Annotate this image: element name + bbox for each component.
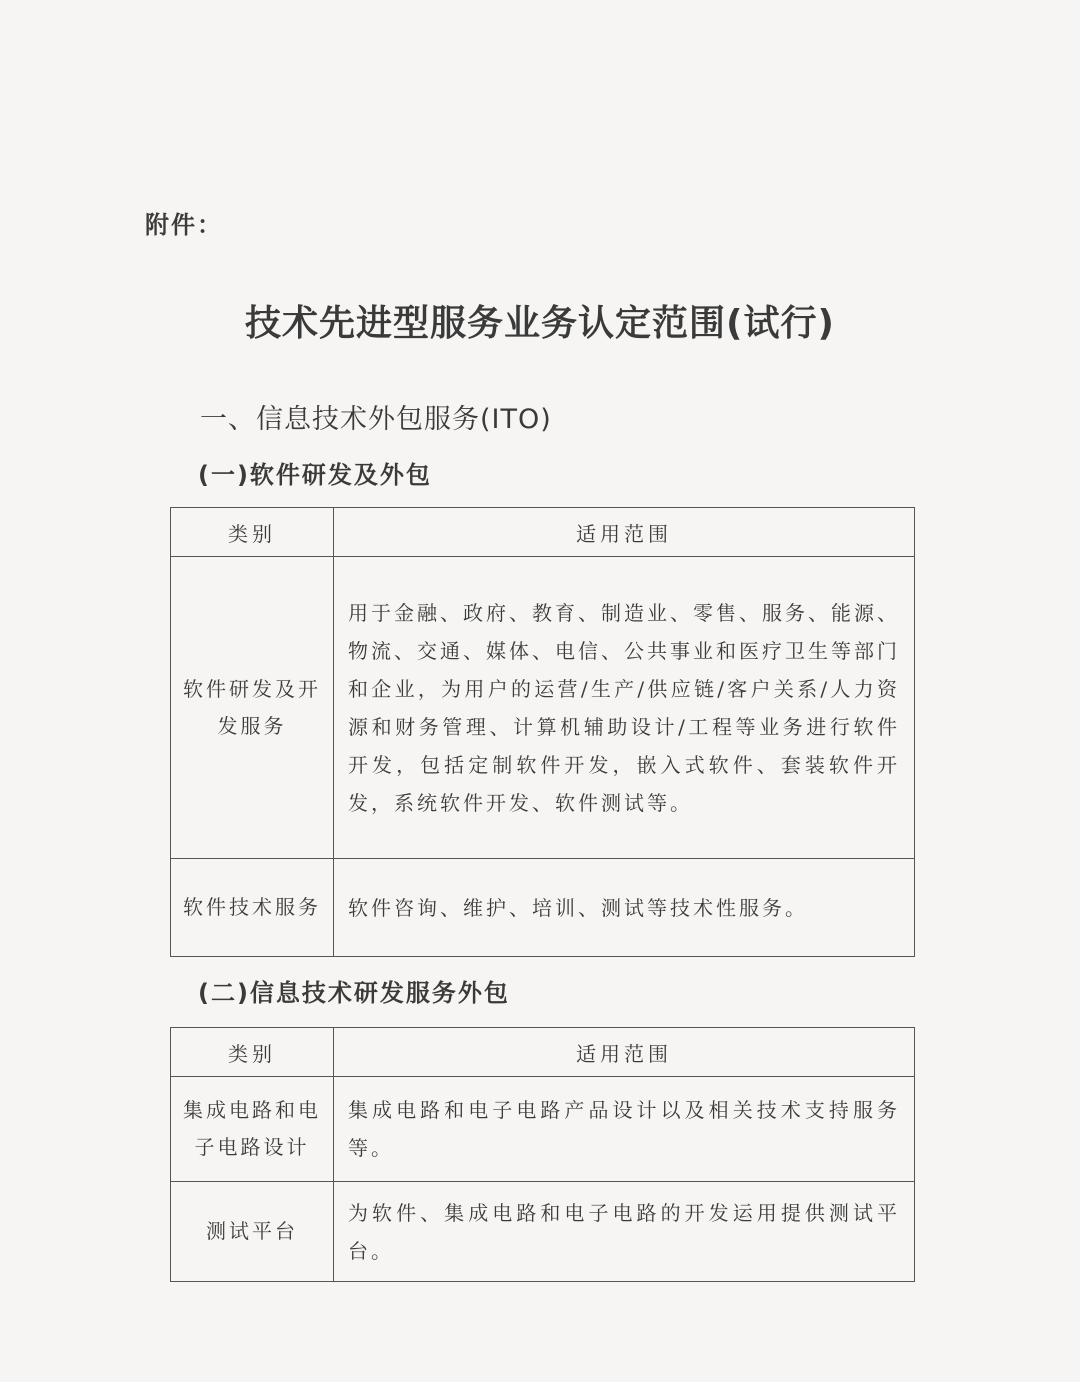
table-header-row	[171, 1028, 915, 1077]
category-cell: 集成电路和电子电路设计	[171, 1077, 334, 1182]
subsection-heading-rd: (二)信息技术研发服务外包	[198, 979, 510, 1007]
subsection-heading-software: (一)软件研发及外包	[198, 461, 432, 489]
column-header-scope: 适用范围	[334, 1028, 915, 1077]
category-cell: 测试平台	[171, 1182, 334, 1282]
scope-cell: 为软件、集成电路和电子电路的开发运用提供测试平台。	[334, 1182, 915, 1282]
scope-cell: 软件咨询、维护、培训、测试等技术性服务。	[334, 859, 915, 957]
section-heading-ito: 一、信息技术外包服务(ITO)	[200, 404, 552, 435]
attachment-label: 附件：	[145, 211, 223, 239]
table-row	[171, 859, 915, 957]
column-header-scope: 适用范围	[334, 508, 915, 557]
category-cell: 软件技术服务	[171, 859, 334, 957]
table-row	[171, 1077, 915, 1182]
category-cell: 软件研发及开发服务	[171, 557, 334, 859]
table-header-row	[171, 508, 915, 557]
scope-cell: 用于金融、政府、教育、制造业、零售、服务、能源、物流、交通、媒体、电信、公共事业和医疗卫生等部门和企业，为用户的运营/生产/供应链/客户关系/人力资源和财务管理、计算机辅助设计/工程等业务进行软件开发，包括定制软件开发，嵌入式软件、套装软件开发，系统软件开发、软件测试等。	[334, 557, 915, 859]
column-header-category: 类别	[171, 508, 334, 557]
table-row	[171, 557, 915, 859]
column-header-category: 类别	[171, 1028, 334, 1077]
rd-scope-table	[170, 1027, 915, 1282]
software-scope-table	[170, 507, 915, 957]
page-title: 技术先进型服务业务认定范围(试行)	[245, 303, 835, 344]
scope-cell: 集成电路和电子电路产品设计以及相关技术支持服务等。	[334, 1077, 915, 1182]
table-row	[171, 1182, 915, 1282]
